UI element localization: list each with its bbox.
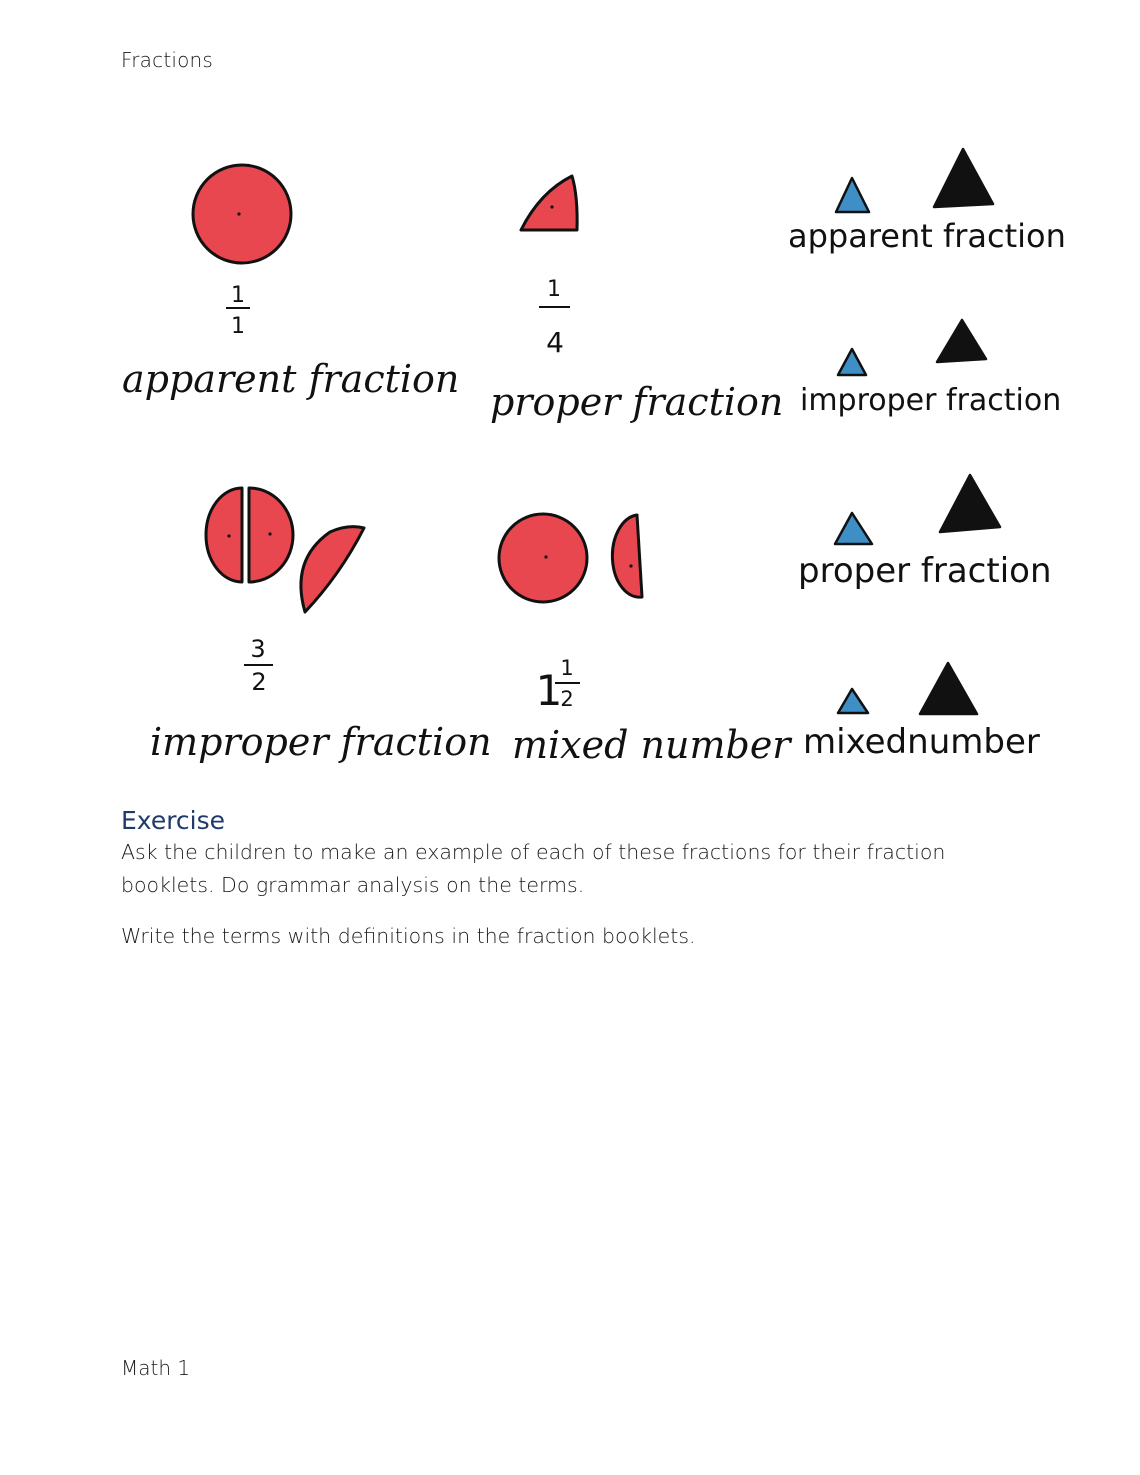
triangle-label-improper-fraction: improper fraction	[800, 383, 1062, 418]
small-blue-triangle	[838, 349, 866, 375]
triangle-key-improper	[800, 320, 1061, 418]
mixed-pieces	[499, 514, 642, 602]
page-header: Fractions	[121, 48, 214, 72]
svg-text:1: 1	[231, 283, 245, 308]
exercise-heading: Exercise	[121, 806, 226, 835]
large-black-triangle	[920, 663, 977, 714]
label-mixed-number: mixed number	[512, 723, 791, 767]
label-improper-fraction: improper fraction	[150, 720, 492, 764]
svg-text:2: 2	[560, 687, 574, 711]
svg-text:1: 1	[560, 656, 574, 680]
triangle-key-apparent	[788, 149, 1066, 255]
label-apparent-fraction: apparent fraction	[122, 357, 460, 401]
label-proper-fraction: proper fraction	[490, 380, 784, 424]
large-black-triangle	[934, 149, 993, 207]
small-blue-triangle	[835, 513, 872, 544]
triangle-label-mixednumber: mixednumber	[803, 722, 1040, 762]
svg-text:3: 3	[250, 635, 266, 663]
svg-text:1: 1	[535, 666, 563, 715]
fraction-1-4	[539, 277, 570, 359]
fraction-3-2	[244, 635, 273, 696]
large-black-triangle	[940, 475, 1000, 532]
exercise-paragraph: Ask the children to make an example of each of these fractions for their fraction booklets. Do grammar analysis on the terms.	[121, 840, 946, 897]
fraction-1-1	[226, 283, 250, 339]
svg-text:1: 1	[547, 277, 561, 302]
triangle-label-apparent-fraction: apparent fraction	[788, 217, 1066, 255]
whole-circle	[193, 165, 291, 263]
triangle-label-proper-fraction: proper fraction	[798, 551, 1052, 591]
small-blue-triangle	[838, 689, 868, 713]
small-blue-triangle	[836, 178, 869, 212]
quarter-piece	[521, 176, 577, 230]
halves-pieces	[206, 488, 364, 612]
svg-text:4: 4	[546, 326, 564, 359]
page-footer: Math 1	[121, 1356, 191, 1380]
triangle-key-proper	[798, 475, 1052, 591]
svg-text:1: 1	[231, 314, 245, 339]
fraction-1-1-2	[536, 656, 580, 715]
large-black-triangle	[937, 320, 986, 362]
triangle-key-mixed	[803, 663, 1040, 762]
exercise-paragraph: Write the terms with definitions in the fraction booklets.	[121, 924, 696, 948]
svg-text:2: 2	[251, 668, 267, 696]
